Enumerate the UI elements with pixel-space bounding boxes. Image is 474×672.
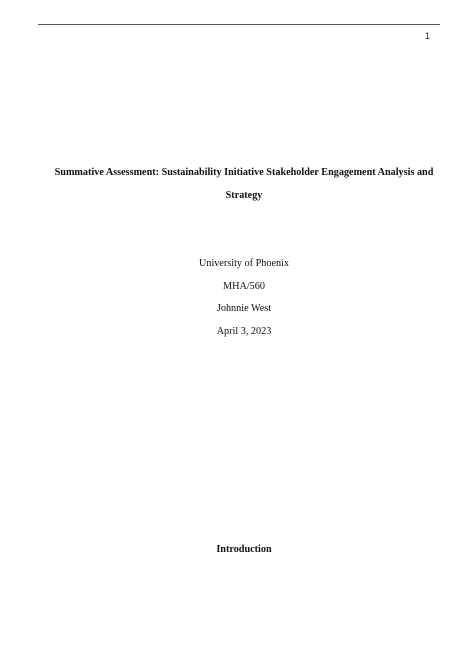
header-divider [38, 24, 440, 25]
document-title-line-2: Strategy [225, 190, 263, 201]
document-title-line-1: Summative Assessment: Sustainability Initiative Stakeholder Engagement Analysis and [54, 167, 434, 178]
section-heading-introduction: Introduction [216, 544, 272, 555]
course-code: MHA/560 [223, 281, 265, 292]
page-number: 1 [424, 31, 430, 41]
university-name: University of Phoenix [199, 258, 289, 269]
author-name: Johnnie West [216, 303, 272, 314]
submission-date: April 3, 2023 [216, 326, 272, 337]
